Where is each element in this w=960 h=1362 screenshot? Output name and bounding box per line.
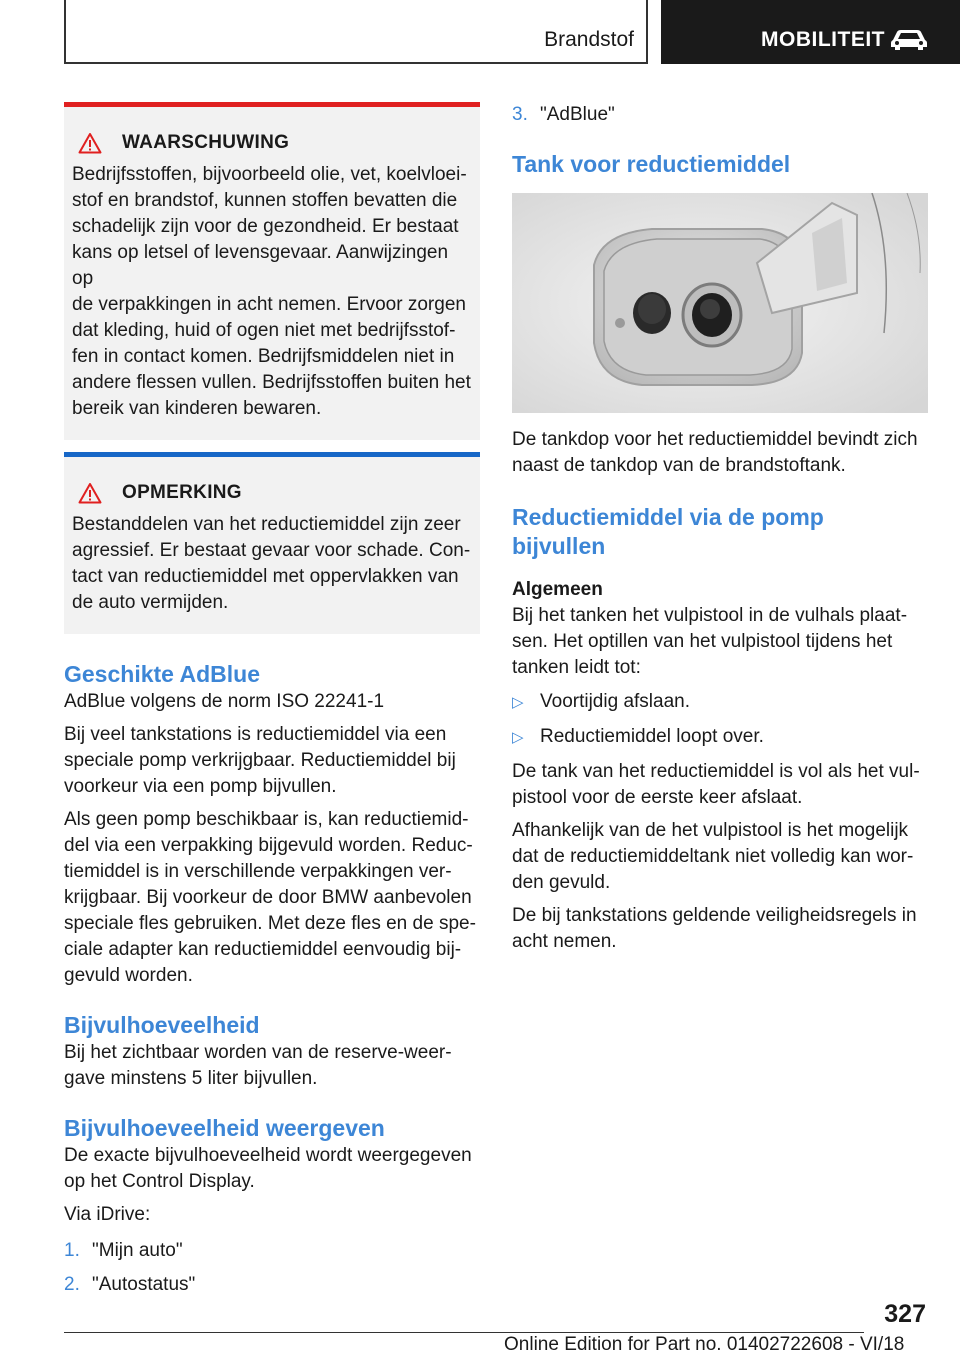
adblue-norm: AdBlue volgens de norm ISO 22241-1	[64, 691, 385, 712]
general-heading: Algemeen	[512, 579, 603, 600]
adblue-heading: Geschikte AdBlue	[64, 661, 260, 687]
notice-triangle-icon	[78, 482, 102, 504]
list-item: 1. "Mijn auto"	[64, 1240, 183, 1261]
idrive-text: Via iDrive:	[64, 1204, 151, 1225]
warning-box	[64, 102, 480, 440]
triangle-bullet-icon: ▷	[512, 729, 524, 746]
triangle-bullet-icon: ▷	[512, 694, 524, 711]
full-text: De tank van het reductiemiddel is vol als het vul- pistool voor de eerste keer afslaat.	[512, 761, 920, 808]
list-item: 3. "AdBlue"	[512, 104, 615, 125]
general-text: Bij het tanken het vulpistool in de vulhals plaat- sen. Het optillen van het vulpistool tijdens het tanken leidt tot:	[512, 605, 908, 678]
header-section-title: Brandstof	[544, 28, 634, 51]
safety-text: De bij tankstations geldende veiligheidsregels in acht nemen.	[512, 905, 917, 952]
page-number: 327	[884, 1300, 926, 1328]
footer-divider	[64, 1332, 864, 1333]
adblue-package-text: Als geen pomp beschikbaar is, kan reductiemid- del via een verpakking bijgevuld worden. Reduc- tiemiddel is in verschillende verpakkingen ver- krijgbaar. Bij voorkeur de door BMW aanbevolen speciale fles gebruiken. Met deze fles en de spe- ciale adapter kan reductiemiddel eenvoudig bij- gevuld worden.	[64, 809, 476, 986]
tank-cap-photo	[512, 193, 928, 413]
show-amount-heading: Bijvulhoeveelheid weergeven	[64, 1115, 385, 1141]
notice-box	[64, 452, 480, 634]
header-chapter-tab[interactable]	[661, 0, 960, 64]
left-column	[64, 102, 480, 1306]
depends-text: Afhankelijk van de het vulpistool is het mogelijk dat de reductiemiddeltank niet volledig kan wor- den gevuld.	[512, 820, 914, 893]
adblue-pump-text: Bij veel tankstations is reductiemiddel via een speciale pomp verkrijgbaar. Reductiemiddel bij voorkeur via een pomp bijvullen.	[64, 724, 456, 797]
warning-text: Bedrijfsstoffen, bijvoorbeeld olie, vet, koelvloei- stof en brandstof, kunnen stoffen bevatten die schadelijk zijn voor de gezondheid. Er bestaat kans op letsel of levensgevaar. Aanwijzingen op de verpakkingen in acht nemen. Ervoor zorgen dat kleding, huid of ogen niet met bedrijfsstof- fen in contact komen. Bedrijfsmiddelen niet in andere flessen vullen. Bedrijfsstoffen buiten het bereik van kinderen bewaren.	[72, 164, 471, 419]
tank-location-text: De tankdop voor het reductiemiddel bevindt zich naast de tankdop van de brandstoftank.	[512, 429, 918, 476]
list-item: 2. "Autostatus"	[64, 1274, 196, 1295]
pump-heading: Reductiemiddel via de pomp bijvullen	[512, 504, 824, 559]
right-column	[512, 102, 928, 955]
list-item: ▷ Voortijdig afslaan.	[512, 689, 928, 716]
warning-title: WAARSCHUWING	[122, 132, 290, 153]
refill-amount-heading: Bijvulhoeveelheid	[64, 1012, 260, 1038]
refill-amount-text: Bij het zichtbaar worden van de reserve-weer- gave minstens 5 liter bijvullen.	[64, 1042, 452, 1089]
notice-title: OPMERKING	[122, 482, 242, 503]
show-amount-text: De exacte bijvulhoeveelheid wordt weergegeven op het Control Display.	[64, 1145, 472, 1192]
tank-heading: Tank voor reductiemiddel	[512, 151, 791, 177]
chapter-label: MOBILITEIT	[761, 28, 885, 51]
footer-edition: Online Edition for Part no. 01402722608 - VI/18	[504, 1334, 905, 1355]
car-icon	[889, 26, 929, 52]
list-item: ▷ Reductiemiddel loopt over.	[512, 724, 928, 751]
warning-triangle-icon	[78, 132, 102, 154]
notice-text: Bestanddelen van het reductiemiddel zijn zeer agressief. Er bestaat gevaar voor schade. Con- tact van reductiemiddel met oppervlakken van de auto vermijden.	[72, 514, 471, 613]
